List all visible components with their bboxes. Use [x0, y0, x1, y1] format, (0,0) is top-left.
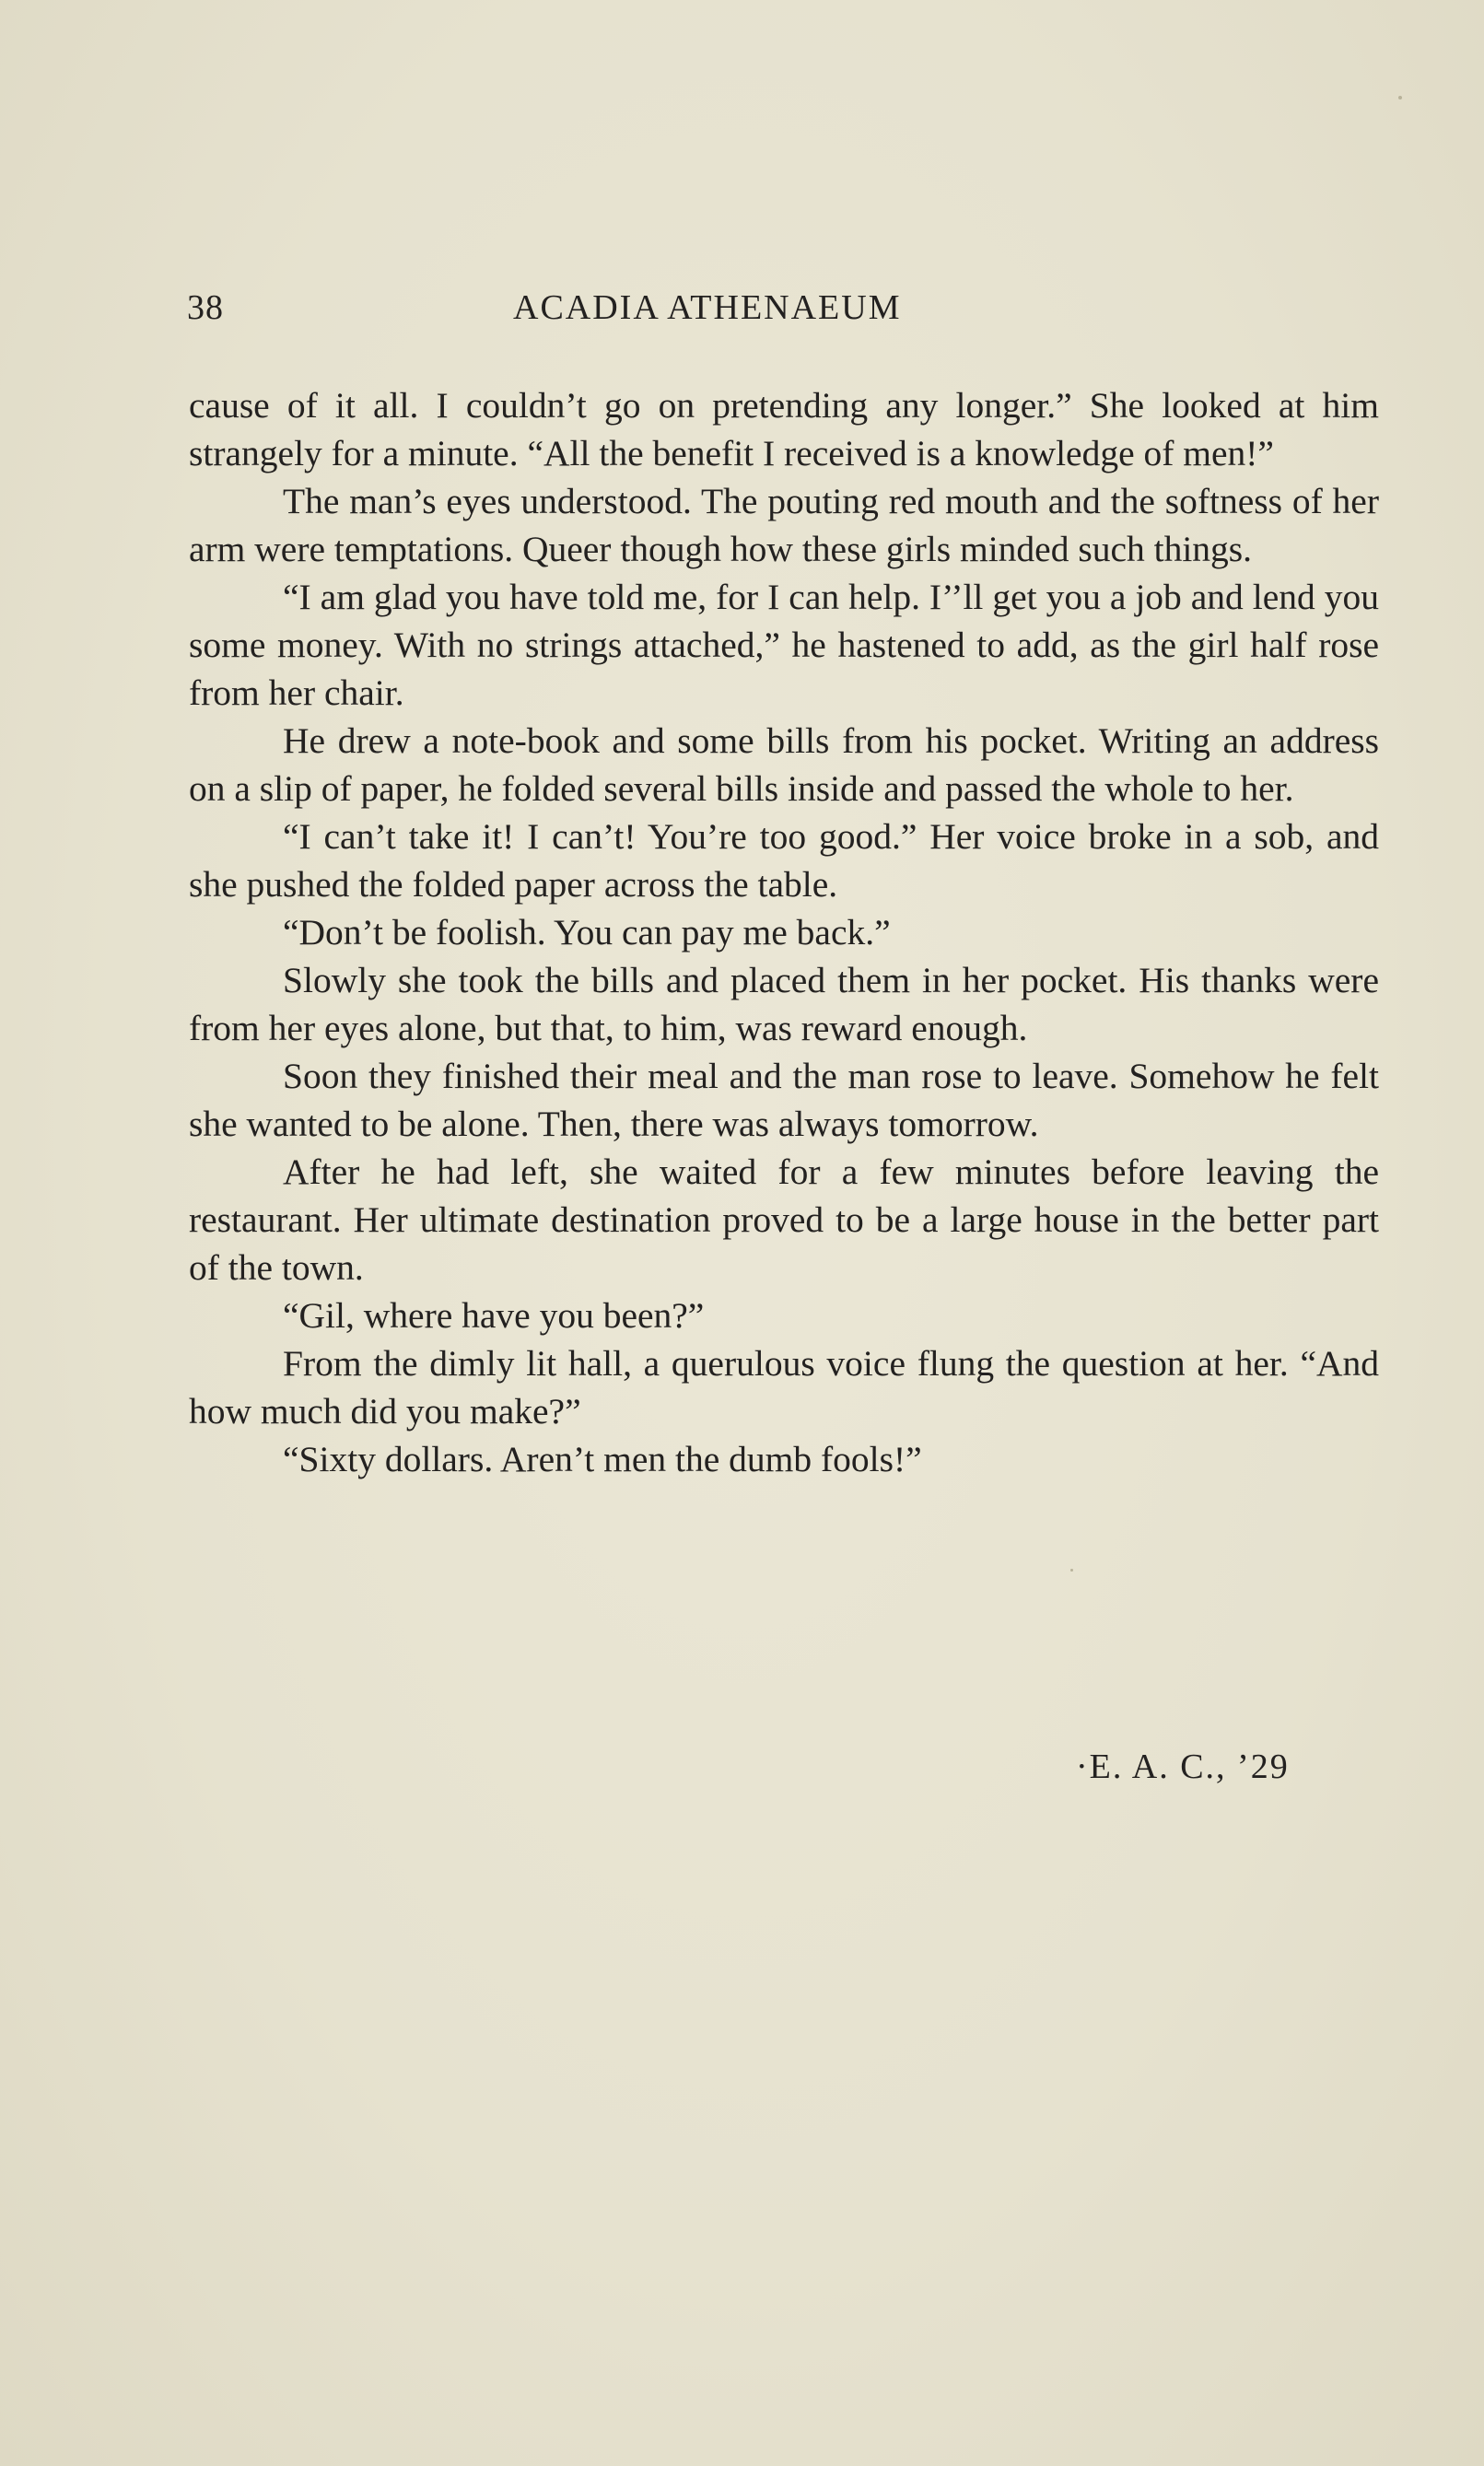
- paragraph: “Sixty dollars. Aren’t men the dumb fools!”: [283, 1439, 922, 1479]
- paragraph: “I am glad you have told me, for I can help. I’’ll get you a job and lend you some money. With no strings attached,” he hastened to add, as the girl half rose from her chair.: [189, 577, 1379, 713]
- paragraph: From the dimly lit hall, a querulous voice flung the question at her. “And how much did you make?”: [189, 1343, 1379, 1432]
- running-head: [187, 287, 1385, 333]
- paragraph: “I can’t take it! I can’t! You’re too good.” Her voice broke in a sob, and she pushed the folded paper across the table.: [189, 816, 1379, 905]
- page-number: 38: [187, 288, 224, 327]
- author-signature: ·E. A. C., ’29: [1076, 1747, 1290, 1786]
- paragraph: He drew a note-book and some bills from his pocket. Writing an address on a slip of paper, he folded several bills inside and passed the whole to her.: [189, 720, 1379, 809]
- paragraph: cause of it all. I couldn’t go on pretending any longer.” She looked at him strangely for a minute. “All the benefit I received is a knowledge of men!”: [189, 385, 1379, 473]
- paper-speck: [1398, 96, 1402, 99]
- paragraph: Soon they finished their meal and the man rose to leave. Somehow he felt she wanted to be alone. Then, there was always tomorrow.: [189, 1056, 1379, 1144]
- story-text: [189, 381, 1379, 1483]
- paragraph: After he had left, she waited for a few minutes before leaving the restaurant. Her ultimate destination proved to be a large house in the better part of the town.: [189, 1151, 1379, 1288]
- paragraph: “Gil, where have you been?”: [283, 1295, 705, 1336]
- paper-speck: [1070, 1569, 1073, 1572]
- journal-title: ACADIA ATHENAEUM: [513, 288, 902, 327]
- paragraph: “Don’t be foolish. You can pay me back.”: [283, 912, 891, 953]
- paragraph: Slowly she took the bills and placed them in her pocket. His thanks were from her eyes alone, but that, to him, was reward enough.: [189, 960, 1379, 1048]
- paragraph: The man’s eyes understood. The pouting red mouth and the softness of her arm were temptations. Queer though how these girls minded such things.: [189, 481, 1379, 569]
